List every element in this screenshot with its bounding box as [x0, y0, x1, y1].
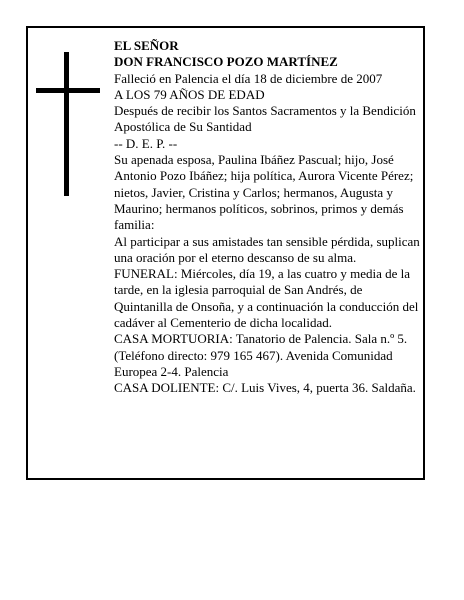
deceased-title: EL SEÑOR — [114, 38, 179, 53]
dep-line: -- D. E. P. -- — [114, 135, 178, 151]
family-list: Su apenada esposa, Paulina Ibáñez Pascual; hijo, José Antonio Pozo Ibáñez; hija política, Aurora Vicente Pérez; nietos, Javier, Cristina y Carlos; hermanos, Augusta y Maurino; hermanos políticos, sobrinos, primos y demás familia: — [114, 152, 414, 233]
obituary-text-block — [114, 38, 420, 397]
funeral-details: FUNERAL: Miércoles, día 19, a las cuatro y media de la tarde, en la iglesia parroquial de San Andrés, de Quintanilla de Onsoña, y a continuación la conducción del cadáver al Cementerio de dicha localidad. — [114, 266, 419, 331]
prayer-request: Al participar a sus amistades tan sensible pérdida, suplican una oración por el eterno descanso de su alma. — [114, 233, 420, 265]
age-at-death: A LOS 79 AÑOS DE EDAD — [114, 86, 265, 102]
deceased-name: DON FRANCISCO POZO MARTÍNEZ — [114, 54, 338, 70]
casa-doliente: CASA DOLIENTE: C/. Luis Vives, 4, puerta 36. Saldaña. — [114, 380, 416, 396]
cross-horizontal-bar — [36, 88, 100, 93]
cross-vertical-bar — [64, 52, 69, 196]
latin-cross-icon — [36, 52, 100, 196]
death-info: Falleció en Palencia el día 18 de diciembre de 2007 — [114, 70, 383, 86]
sacraments-text: Después de recibir los Santos Sacramentos y la Bendición Apostólica de Su Santidad — [114, 103, 416, 135]
casa-mortuoria: CASA MORTUORIA: Tanatorio de Palencia. Sala n.º 5. (Teléfono directo: 979 165 467). Avenida Comunidad Europea 2-4. Palencia — [114, 331, 408, 379]
